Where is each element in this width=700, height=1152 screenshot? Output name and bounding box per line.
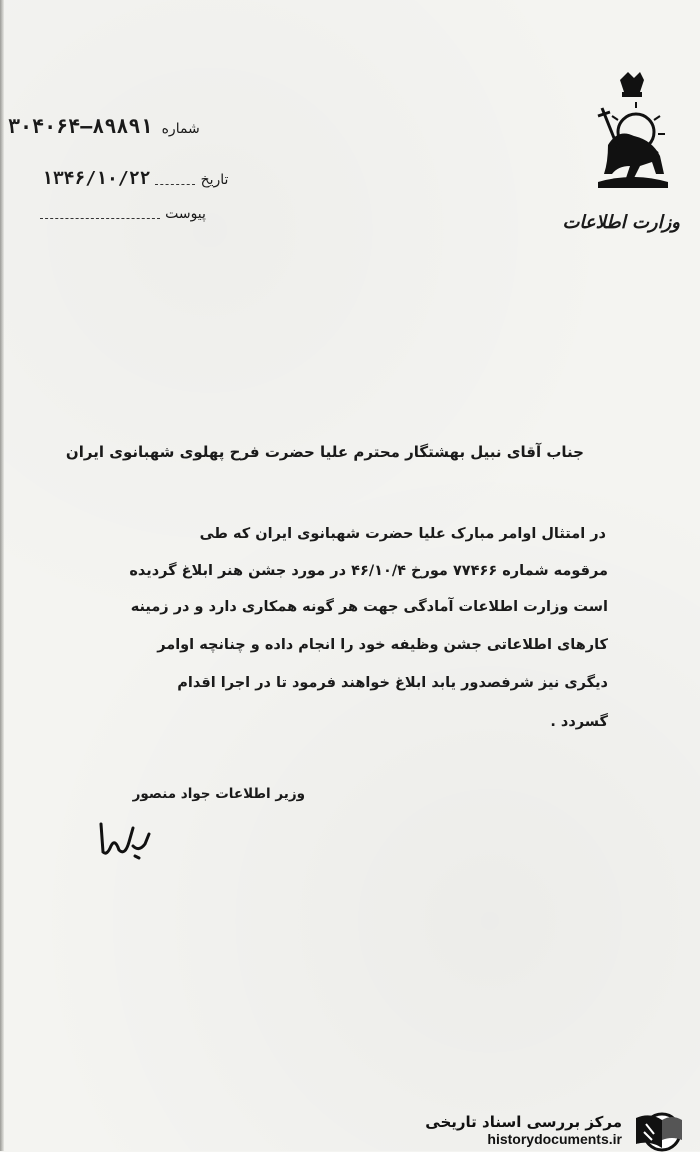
body-line: دیگری نیز شرفصدور یابد ابلاغ خواهند فرمود تا در اجرا اقدام: [177, 675, 608, 691]
signer-name: وزیر اطلاعات جواد منصور: [132, 786, 305, 802]
lion-and-sun-emblem-icon: [588, 70, 676, 200]
date-dots: [155, 174, 195, 185]
signature-icon: [95, 816, 155, 862]
attachment-dots: [40, 208, 160, 219]
body-line: کارهای اطلاعاتی جشن وظیفه خود را انجام داده و چنانچه اوامر: [157, 637, 608, 653]
body-line: گسردد .: [550, 714, 608, 730]
body-line: در امتثال اوامر مبارک علیا حضرت شهبانوی ایران که طی: [199, 526, 606, 542]
watermark-url: historydocuments.ir: [487, 1131, 622, 1147]
attachment-row: [40, 203, 206, 222]
watermark-name: مرکز بررسی اسناد تاریخی: [425, 1113, 622, 1131]
attachment-label: پیوست: [165, 206, 206, 222]
salutation: جناب آقای نبیل بهشتگار محترم علیا حضرت فرح پهلوی شهبانوی ایران: [65, 443, 584, 461]
body-line: است وزارت اطلاعات آمادگی جهت هر گونه همکاری دارد و در زمینه: [130, 599, 608, 615]
watermark-text: [425, 1113, 622, 1147]
date-value: ۱۳۴۶/۱۰/۲۲: [42, 168, 151, 189]
number-value: ۳۰۴۰۶۴—۸۹۸۹۱: [8, 114, 153, 138]
date-label: تاریخ: [200, 172, 229, 188]
archive-logo-icon: [632, 1110, 686, 1152]
date-row: [42, 168, 228, 189]
body-line: مرقومه شماره ۷۷۴۶۶ مورخ ۴۶/۱۰/۴ در مورد جشن هنر ابلاغ گردیده: [129, 563, 608, 579]
number-row: [8, 114, 200, 138]
number-label: شماره: [161, 121, 200, 137]
ministry-name: وزارت اطلاعات: [562, 212, 680, 233]
scan-edge: [0, 0, 4, 1151]
